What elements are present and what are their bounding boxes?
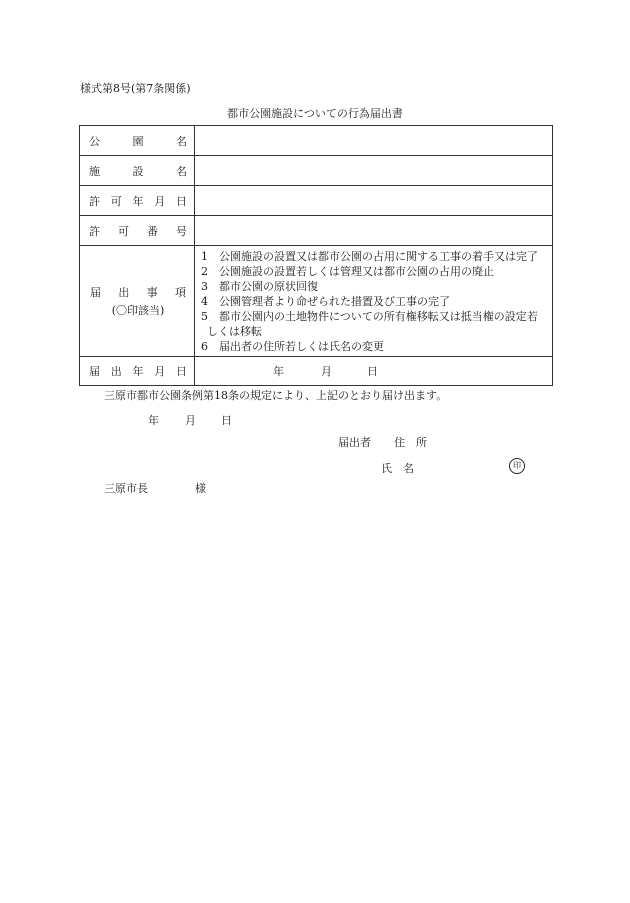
- row-permit-number: [80, 216, 553, 246]
- notify-date-value[interactable]: [195, 357, 553, 386]
- notify-items-list: [195, 246, 553, 357]
- permit-date-label: 許 可 年 月 日: [80, 186, 195, 216]
- notify-item-5[interactable]: 5 都市公園内の土地物件についての所有権移転又は抵当権の設定若: [201, 310, 538, 323]
- notify-item-5-continued: しくは移転: [207, 325, 262, 338]
- submitter-label: 届出者: [338, 436, 371, 449]
- document-title: 都市公園施設についての行為届出書: [227, 107, 403, 120]
- notify-items-note: (〇印該当): [111, 304, 165, 317]
- name-label: 氏 名: [381, 462, 414, 475]
- row-notify-date: [80, 357, 553, 386]
- notify-date-label: 届 出 年 月 日: [80, 357, 195, 386]
- addressee-honorific: 様: [195, 482, 206, 495]
- row-park-name: [80, 126, 553, 156]
- notify-date-month: 月: [321, 365, 332, 378]
- notify-date-year: 年: [273, 365, 284, 378]
- notify-item-1[interactable]: 1 公園施設の設置又は都市公園の占用に関する工事の着手又は完了: [201, 250, 538, 263]
- declaration-statement: 三原市都市公園条例第18条の規定により、上記のとおり届け出ます。: [104, 389, 448, 402]
- park-name-value[interactable]: [195, 126, 553, 156]
- notify-item-4[interactable]: 4 公園管理者より命ぜられた措置及び工事の完了: [201, 295, 450, 308]
- address-label: 住 所: [394, 436, 427, 449]
- addressee-mayor: 三原市長: [104, 482, 148, 495]
- row-permit-date: [80, 186, 553, 216]
- notify-item-3[interactable]: 3 都市公園の原状回復: [201, 280, 318, 293]
- facility-name-value[interactable]: [195, 156, 553, 186]
- permit-number-label: 許 可 番 号: [80, 216, 195, 246]
- permit-number-value[interactable]: [195, 216, 553, 246]
- row-notify-items: [80, 246, 553, 357]
- notification-form-table: [79, 125, 553, 386]
- row-facility-name: [80, 156, 553, 186]
- notify-items-label: 届 出 事 項 (〇印該当): [80, 246, 195, 357]
- submission-year: 年: [148, 414, 159, 427]
- permit-date-value[interactable]: [195, 186, 553, 216]
- notify-date-day: 日: [367, 365, 378, 378]
- form-number: 様式第8号(第7条関係): [80, 82, 191, 95]
- notify-item-6[interactable]: 6 届出者の住所若しくは氏名の変更: [201, 340, 384, 353]
- notify-item-2[interactable]: 2 公園施設の設置若しくは管理又は都市公園の占用の廃止: [201, 265, 494, 278]
- park-name-label: 公 園 名: [80, 126, 195, 156]
- submission-month: 月: [185, 414, 196, 427]
- facility-name-label: 施 設 名: [80, 156, 195, 186]
- submission-day: 日: [221, 414, 232, 427]
- seal-mark: 印: [509, 458, 525, 474]
